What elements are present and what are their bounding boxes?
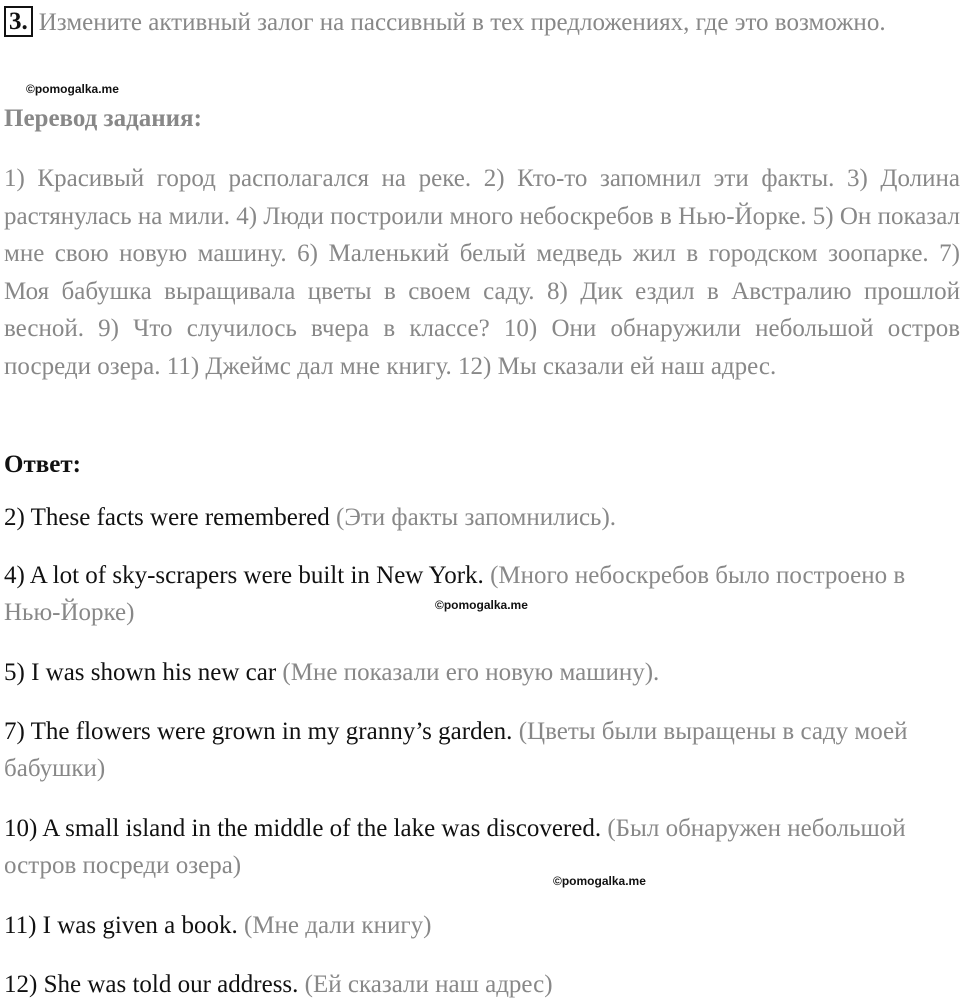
answer-russian: (Цветы были выращены в саду моей бабушки): [4, 718, 908, 782]
answer-english: 4) A lot of sky-scrapers were built in New York.: [4, 562, 484, 589]
watermark: ©pomogalka.me: [26, 82, 119, 96]
translation-heading: Перевод задания:: [4, 105, 202, 132]
answer-russian: (Был обнаружен небольшой остров посреди озера): [4, 815, 906, 879]
answer-heading: Ответ:: [4, 451, 81, 478]
answer-english: 12) She was told our address.: [4, 971, 299, 998]
answer-english: 11) I was given a book.: [4, 912, 238, 939]
answer-russian: (Много небоскребов было построено в Нью-Йорке): [4, 562, 906, 626]
answer-item: [4, 654, 954, 691]
answer-russian: (Ей сказали наш адрес): [304, 971, 553, 998]
answer-item: [4, 966, 954, 1003]
answer-russian: (Мне дали книгу): [244, 912, 432, 939]
answer-english: 10) A small island in the middle of the lake was discovered.: [4, 815, 602, 842]
answer-english: 2) These facts were remembered: [4, 504, 330, 531]
answer-russian: (Мне показали его новую машину).: [282, 659, 660, 686]
answer-item: [4, 907, 954, 944]
watermark: ©pomogalka.me: [435, 598, 528, 612]
watermark: ©pomogalka.me: [553, 874, 646, 888]
answer-item: [4, 557, 954, 631]
answer-item: [4, 499, 954, 536]
translation-text: 1) Красивый город располагался на реке. 2) Кто-то запомнил эти факты. 3) Долина растянулась на мили. 4) Люди построили много небоскребов в Нью-Йорке. 5) Он показал мне свою новую машину. 6) Маленький белый медведь жил в городском зоопарке. 7) Моя бабушка выращивала цветы в своем саду. 8) Дик ездил в Австралию прошлой весной. 9) Что случилось вчера в классе? 10) Они обнаружили небольшой остров посреди озера. 11) Джеймс дал мне книгу. 12) Мы сказали ей наш адрес.: [4, 165, 960, 380]
task-statement: [4, 3, 954, 42]
answer-russian: (Эти факты запомнились).: [336, 504, 617, 531]
task-text: Измените активный залог на пассивный в тех предложениях, где это возможно.: [38, 9, 886, 36]
answer-item: [4, 713, 954, 787]
task-number: 3.: [4, 6, 33, 37]
answer-english: 7) The flowers were grown in my granny’s garden.: [4, 718, 513, 745]
answer-english: 5) I was shown his new car: [4, 659, 277, 686]
answer-item: [4, 810, 954, 884]
